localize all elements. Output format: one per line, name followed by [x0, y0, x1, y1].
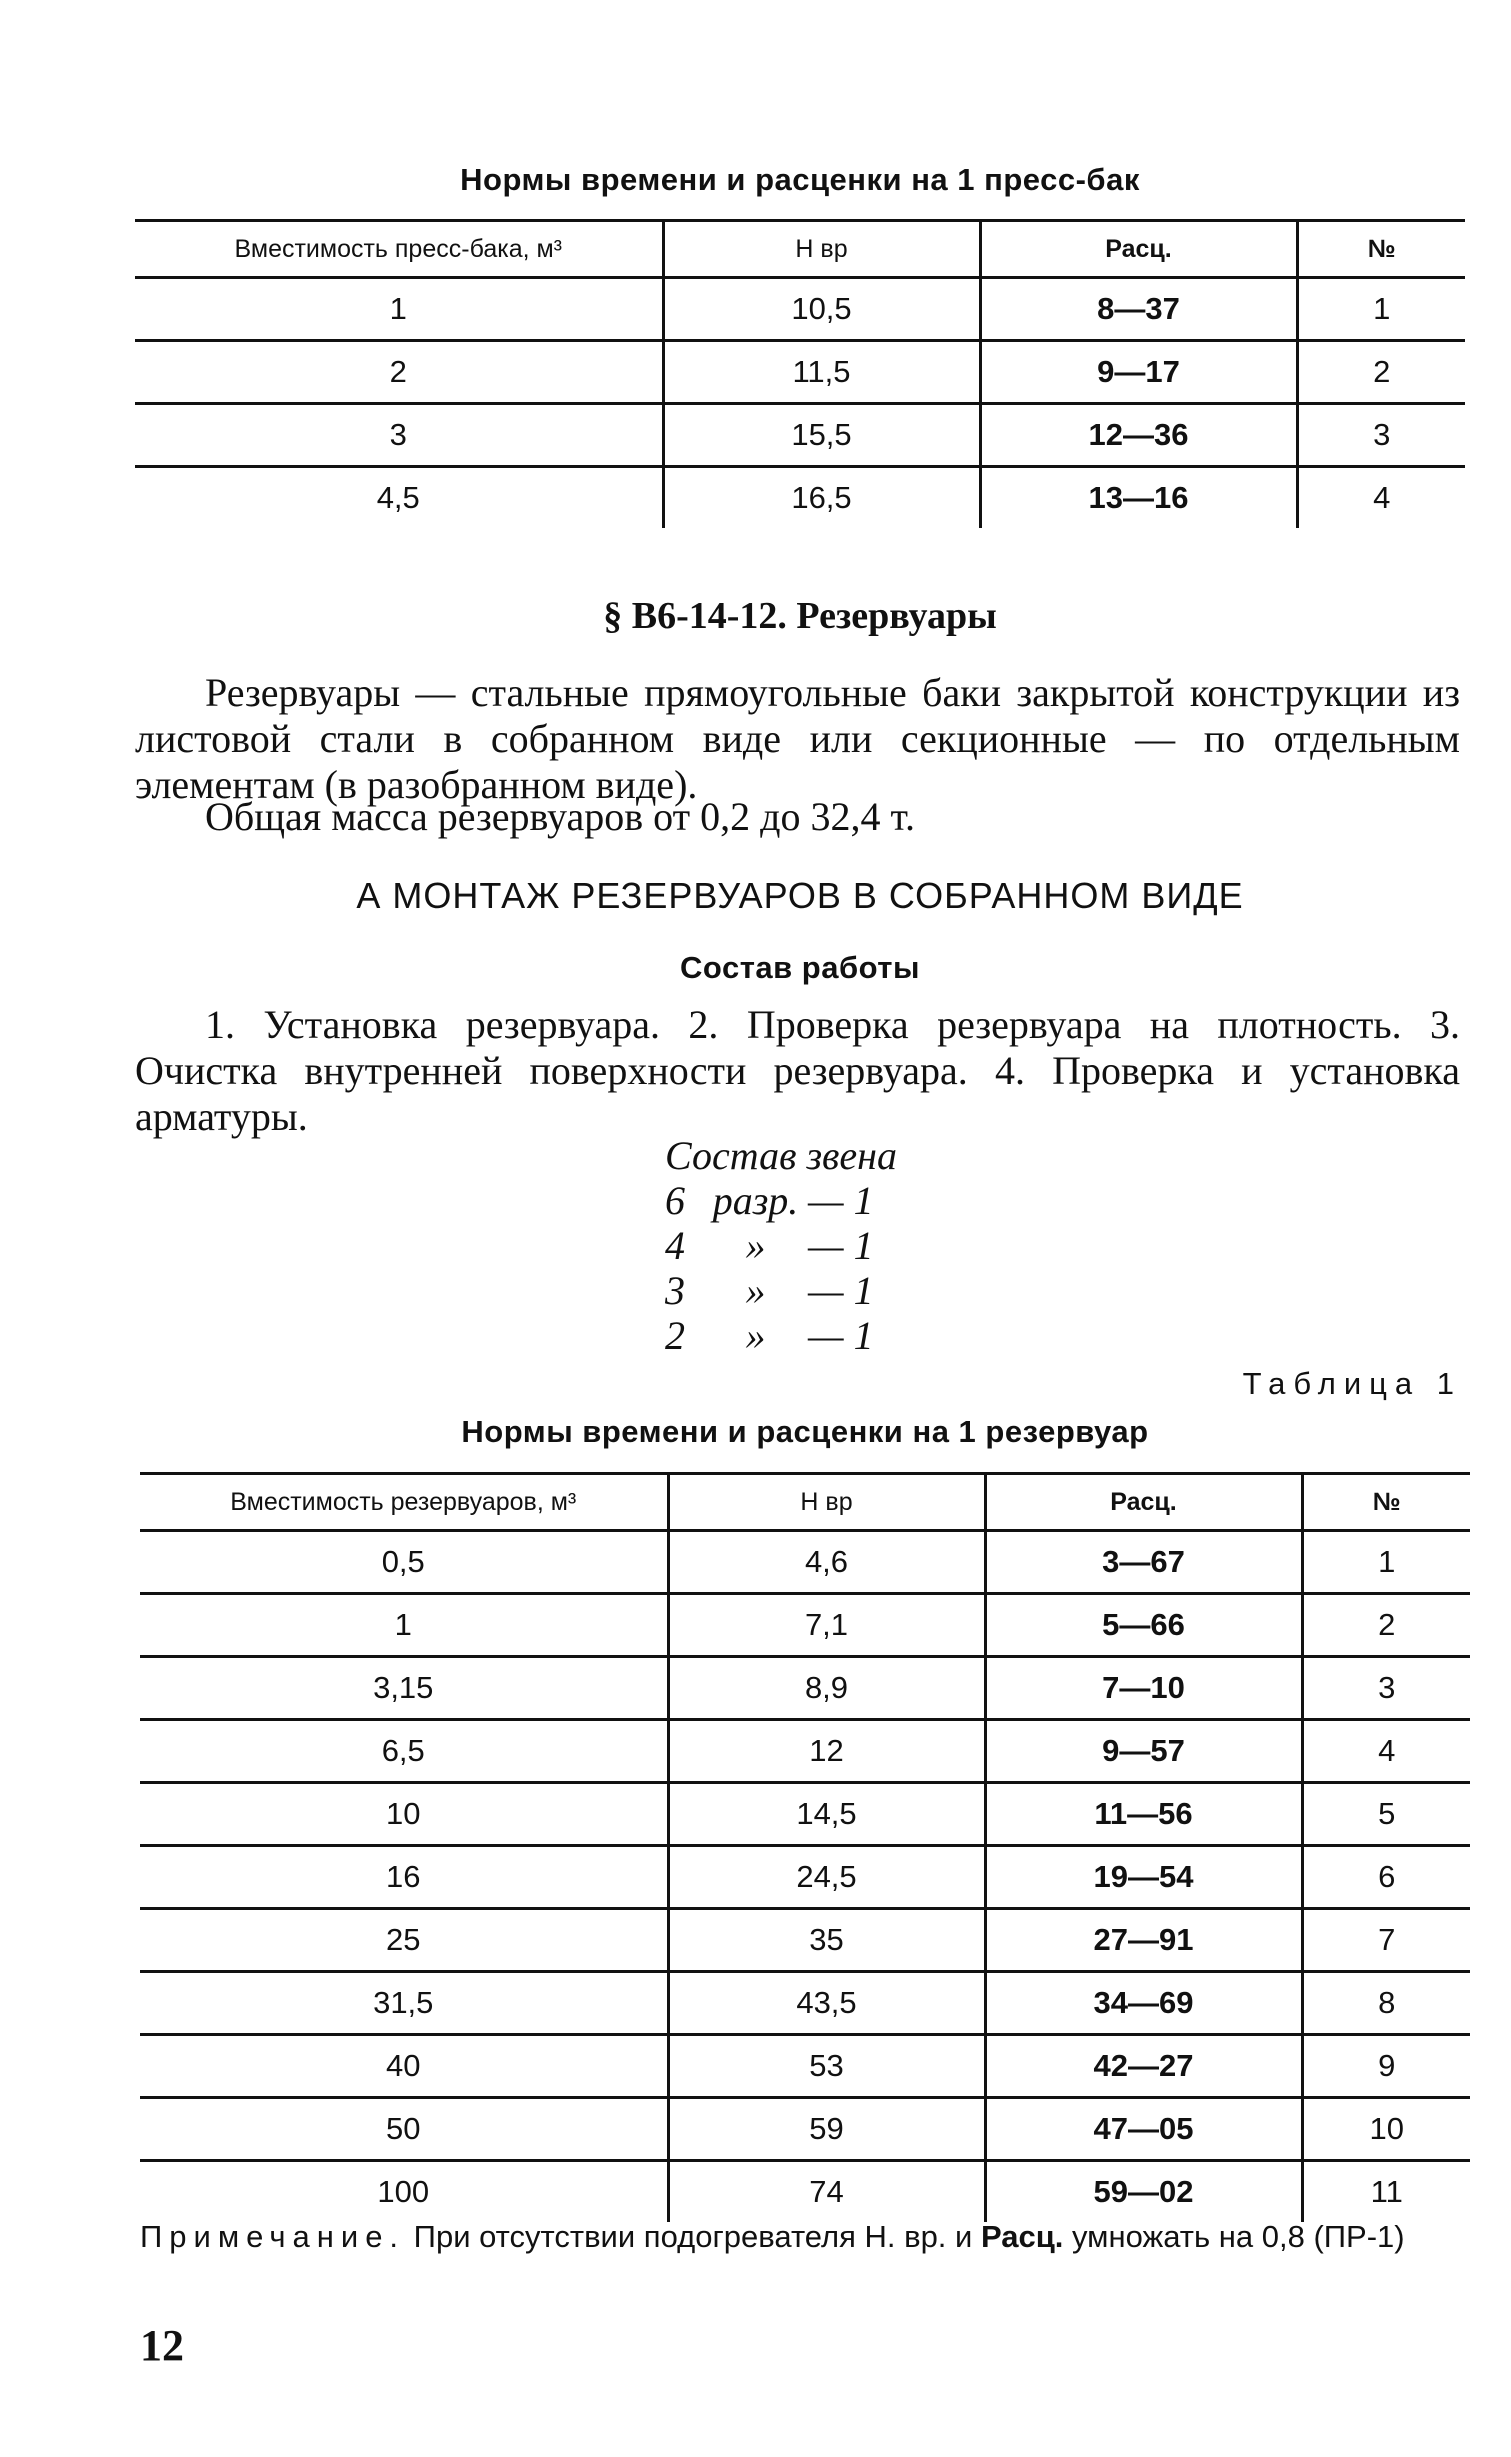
row-number-cell: 10 — [1302, 2098, 1470, 2161]
crew-row — [665, 1268, 874, 1313]
crew-title: Состав звена — [665, 1133, 898, 1178]
capacity-cell: 40 — [140, 2035, 668, 2098]
table-row — [140, 1846, 1470, 1909]
note-label: Примечание. — [140, 2219, 406, 2254]
table-row — [140, 2161, 1470, 2223]
capacity-cell: 1 — [140, 1594, 668, 1657]
subsection-title: А МОНТАЖ РЕЗЕРВУАРОВ В СОБРАННОМ ВИДЕ — [356, 875, 1244, 916]
time-norm-cell: 43,5 — [668, 1972, 985, 2035]
table-label: Таблица 1 — [1242, 1366, 1462, 1401]
table-header-row — [135, 221, 1465, 278]
column-header: Н вр — [668, 1474, 985, 1531]
press-tank-table — [135, 219, 1465, 528]
row-number-cell: 1 — [1297, 278, 1465, 341]
crew-row — [665, 1313, 874, 1358]
rate-cell: 8—37 — [980, 278, 1297, 341]
column-header: Расц. — [985, 1474, 1302, 1531]
column-header: Вместимость резервуаров, м³ — [140, 1474, 668, 1531]
crew-list — [665, 1178, 874, 1358]
table-row — [140, 1909, 1470, 1972]
table-row — [140, 1783, 1470, 1846]
row-number-cell: 9 — [1302, 2035, 1470, 2098]
rate-cell: 11—56 — [985, 1783, 1302, 1846]
capacity-cell: 1 — [135, 278, 663, 341]
page-number: 12 — [140, 2321, 184, 2370]
rate-cell: 42—27 — [985, 2035, 1302, 2098]
work-title: Состав работы — [680, 950, 920, 985]
note-bold: Расц. — [980, 2219, 1064, 2254]
rate-cell: 9—57 — [985, 1720, 1302, 1783]
table-top-caption: Нормы времени и расценки на 1 пресс-бак — [460, 162, 1140, 197]
table-row — [140, 1657, 1470, 1720]
crew-unit: разр. — [712, 1178, 799, 1223]
capacity-cell: 6,5 — [140, 1720, 668, 1783]
rate-cell: 5—66 — [985, 1594, 1302, 1657]
row-number-cell: 6 — [1302, 1846, 1470, 1909]
table-row — [140, 1594, 1470, 1657]
section-paragraph: Резервуары — стальные прямоугольные баки закрытой конструкции из листовой стали в собранном виде или секционные — по отдельным элементам (в разобранном виде). — [135, 670, 1460, 807]
rate-cell: 34—69 — [985, 1972, 1302, 2035]
row-number-cell: 1 — [1302, 1531, 1470, 1594]
crew-grade: 6 — [665, 1178, 685, 1223]
table-row — [140, 1531, 1470, 1594]
time-norm-cell: 11,5 — [663, 341, 980, 404]
crew-unit: » — [745, 1313, 766, 1358]
time-norm-cell: 35 — [668, 1909, 985, 1972]
table-row — [140, 2098, 1470, 2161]
capacity-cell: 2 — [135, 341, 663, 404]
time-norm-cell: 16,5 — [663, 467, 980, 529]
capacity-cell: 10 — [140, 1783, 668, 1846]
rate-cell: 19—54 — [985, 1846, 1302, 1909]
crew-row — [665, 1223, 874, 1268]
table-row — [135, 278, 1465, 341]
column-header: Вместимость пресс-бака, м³ — [135, 221, 663, 278]
row-number-cell: 5 — [1302, 1783, 1470, 1846]
capacity-cell: 3,15 — [140, 1657, 668, 1720]
time-norm-cell: 15,5 — [663, 404, 980, 467]
capacity-cell: 4,5 — [376, 480, 420, 515]
column-header: № — [1302, 1474, 1470, 1531]
capacity-cell: 0,5 — [140, 1531, 668, 1594]
table-header-row — [140, 1474, 1470, 1531]
time-norm-cell: 12 — [668, 1720, 985, 1783]
crew-count: — 1 — [808, 1268, 874, 1313]
capacity-cell: 50 — [140, 2098, 668, 2161]
crew-unit: » — [745, 1223, 766, 1268]
capacity-cell: 3 — [135, 404, 663, 467]
reservoir-table — [140, 1472, 1470, 2222]
rate-cell: 27—91 — [985, 1909, 1302, 1972]
time-norm-cell: 8,9 — [668, 1657, 985, 1720]
crew-row — [665, 1178, 874, 1223]
row-number-cell: 2 — [1297, 341, 1465, 404]
note-text: При отсутствии подогревателя Н. вр. и — [413, 2219, 973, 2254]
note-text: умножать на 0,8 (ПР-1) — [1072, 2219, 1405, 2254]
section-title: § В6-14-12. Резервуары — [603, 595, 997, 637]
crew-grade: 4 — [665, 1223, 685, 1268]
row-number-cell: 7 — [1302, 1909, 1470, 1972]
time-norm-cell: 53 — [668, 2035, 985, 2098]
capacity-cell: 100 — [377, 2174, 430, 2209]
rate-cell: 13—16 — [980, 467, 1297, 529]
column-header: № — [1297, 221, 1465, 278]
time-norm-cell: 4,6 — [668, 1531, 985, 1594]
table-row — [140, 2035, 1470, 2098]
table-note — [140, 2218, 1470, 2256]
table-row — [135, 404, 1465, 467]
time-norm-cell: 14,5 — [668, 1783, 985, 1846]
column-header: Расц. — [980, 221, 1297, 278]
rate-cell: 47—05 — [985, 2098, 1302, 2161]
row-number-cell: 4 — [1302, 1720, 1470, 1783]
time-norm-cell: 74 — [668, 2161, 985, 2223]
capacity-cell: 31,5 — [140, 1972, 668, 2035]
time-norm-cell: 59 — [668, 2098, 985, 2161]
table-row — [135, 467, 1465, 529]
table-main-caption: Нормы времени и расценки на 1 резервуар — [461, 1414, 1149, 1449]
time-norm-cell: 7,1 — [668, 1594, 985, 1657]
rate-cell: 3—67 — [985, 1531, 1302, 1594]
row-number-cell: 8 — [1302, 1972, 1470, 2035]
crew-count: — 1 — [808, 1178, 874, 1223]
row-number-cell: 4 — [1297, 467, 1465, 529]
row-number-cell: 2 — [1302, 1594, 1470, 1657]
crew-unit: » — [745, 1268, 766, 1313]
row-number-cell: 3 — [1297, 404, 1465, 467]
table-row — [135, 341, 1465, 404]
column-header: Н вр — [663, 221, 980, 278]
capacity-cell: 16 — [140, 1846, 668, 1909]
work-text: 1. Установка резервуара. 2. Проверка резервуара на плотность. 3. Очистка внутренней поверхности резервуара. 4. Проверка и установка арматуры. — [135, 1002, 1460, 1139]
rate-cell: 9—17 — [980, 341, 1297, 404]
section-paragraph: Общая масса резервуаров от 0,2 до 32,4 т. — [205, 794, 915, 839]
time-norm-cell: 24,5 — [668, 1846, 985, 1909]
crew-grade: 2 — [665, 1313, 685, 1358]
table-row — [140, 1972, 1470, 2035]
crew-count: — 1 — [808, 1313, 874, 1358]
rate-cell: 7—10 — [985, 1657, 1302, 1720]
table-row — [140, 1720, 1470, 1783]
crew-grade: 3 — [665, 1268, 685, 1313]
row-number-cell: 3 — [1302, 1657, 1470, 1720]
row-number-cell: 11 — [1302, 2161, 1470, 2223]
crew-count: — 1 — [808, 1223, 874, 1268]
time-norm-cell: 10,5 — [663, 278, 980, 341]
capacity-cell: 25 — [140, 1909, 668, 1972]
rate-cell: 12—36 — [980, 404, 1297, 467]
rate-cell: 59—02 — [985, 2161, 1302, 2223]
